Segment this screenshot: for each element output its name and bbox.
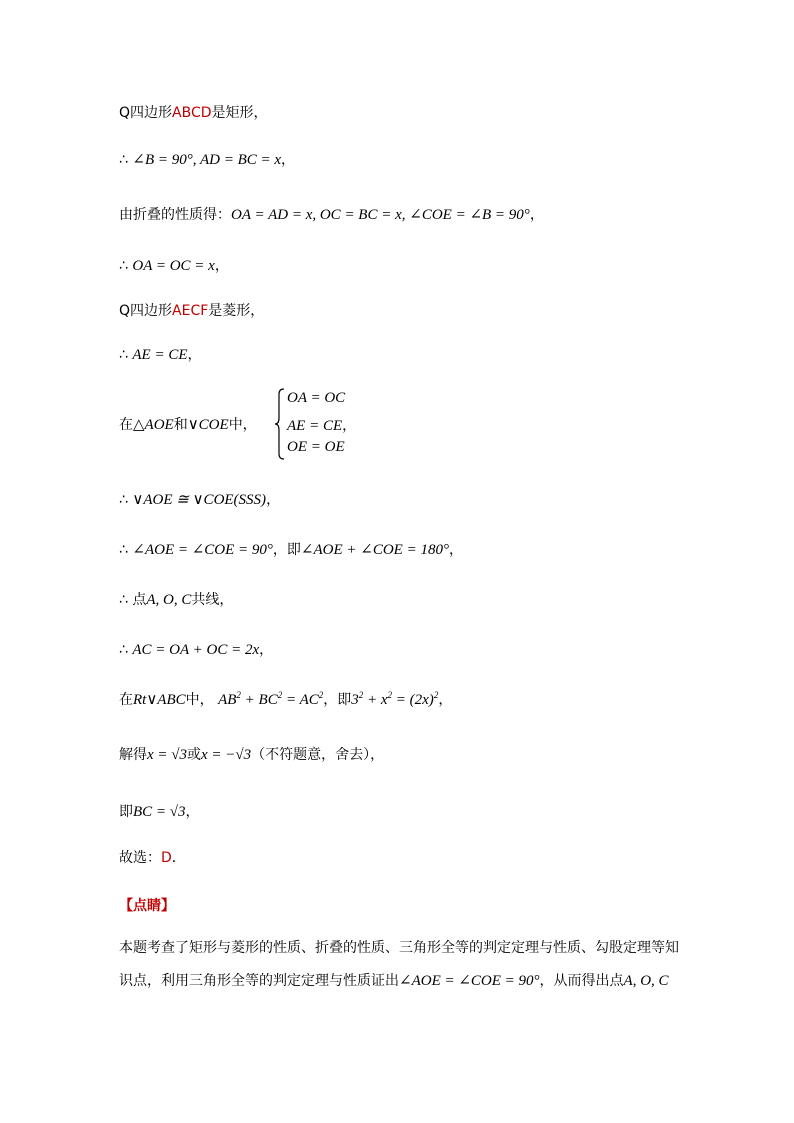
text: ， [281,152,296,168]
text: 即 [119,804,133,820]
line-congruent [119,490,280,510]
text: 四边形 [130,303,173,319]
text: 是菱形， [208,303,265,319]
text: 中， [185,692,214,708]
line-ae-equals-ce [119,345,202,365]
math: ∠B = 90°, AD = BC = x [132,152,282,168]
text: 在 [119,417,133,433]
line-angle-b [119,150,295,170]
math: A, O, C [623,973,669,989]
text: ， [438,692,453,708]
system-row-1: OA = OC [287,390,346,406]
line-pythagorean [119,690,452,710]
therefore-symbol: ∴ [119,592,128,608]
math: $3^2 + x^2 = (2x)^2$ [351,690,439,708]
text: 点 [132,592,147,608]
therefore-symbol: ∴ [119,492,128,508]
text: ， [259,642,274,658]
math: AE = CE [287,418,343,434]
paragraph-line-2 [119,965,679,998]
line-oa-equals-oc [119,256,229,276]
therefore-symbol: ∴ [119,642,128,658]
text: ，即 [272,542,301,558]
math: A, O, C [146,592,192,608]
math: BC = √3 [133,804,186,820]
line-angle-sum [119,540,463,560]
line-quadrilateral-abcd [119,103,268,123]
label-aecf: AECF [172,303,209,319]
math: ∨AOE ≅ ∨COE(SSS) [132,492,267,508]
line-ac-length [119,640,273,660]
math: OA = AD = x, OC = BC = x, ∠COE = ∠B = 90° [231,207,530,223]
line-folding-property [119,205,544,225]
therefore-symbol: ∴ [119,347,128,363]
line-quadrilateral-aecf [119,301,264,321]
math: OA = OC = x [132,258,215,274]
therefore-symbol: ∴ [119,152,128,168]
comment-paragraph [119,932,679,998]
text: （不符题意，舍去）， [251,747,385,763]
math: $AB^2 + BC^2 = AC^2$ [218,690,324,708]
label-abcd: ABCD [172,105,212,121]
text: 中， [228,417,257,433]
line-in-triangles [119,415,257,435]
math: x = √3 [147,747,188,763]
line-collinear [119,590,233,610]
answer-label: D [161,850,172,866]
therefore-symbol: ∴ [119,258,128,274]
text: 是矩形， [211,105,268,121]
math: △AOE [133,417,174,433]
line-bc-result [119,802,200,822]
text: 解得 [119,747,147,763]
math: ∠AOE = ∠COE = 90° [399,973,540,989]
therefore-symbol: ∴ [119,542,128,558]
line-answer [119,848,186,868]
text: 故选： [119,850,161,866]
because-symbol: Q [119,303,131,319]
text: ，即 [323,692,352,708]
text: ， [342,418,357,434]
math: AC = OA + OC = 2x [132,642,260,658]
text: ， [529,207,544,223]
line-solve [119,745,384,765]
text: ，从而得出点 [539,973,624,989]
section-heading-comment: 【点睛】 [119,898,175,914]
math: x = −√3 [201,747,252,763]
text: 在 [119,692,133,708]
text: ， [214,258,229,274]
text: 或 [187,747,202,763]
left-brace-icon [275,388,285,460]
text: ， [187,347,202,363]
system-row-2 [287,415,356,435]
system-row-3: OE = OE [287,439,345,455]
text: 和 [173,417,188,433]
text: 由折叠的性质得： [119,207,231,223]
paragraph-line-1: 本题考查了矩形与菱形的性质、折叠的性质、三角形全等的判定定理与性质、勾股定理等知 [119,940,679,956]
text: 共线， [191,592,234,608]
text: ． [171,850,186,866]
text: 识点，利用三角形全等的判定定理与性质证出 [119,973,399,989]
math: ∠AOE + ∠COE = 180° [300,542,449,558]
equation-system [275,388,365,460]
text: ， [448,542,463,558]
math: ∨COE [187,417,229,433]
math: ∠AOE = ∠COE = 90° [132,542,273,558]
because-symbol: Q [119,105,131,121]
text: ， [185,804,200,820]
text: ， [266,492,281,508]
text: 四边形 [130,105,173,121]
math: Rt∨ABC [133,692,186,708]
math: AE = CE [132,347,188,363]
